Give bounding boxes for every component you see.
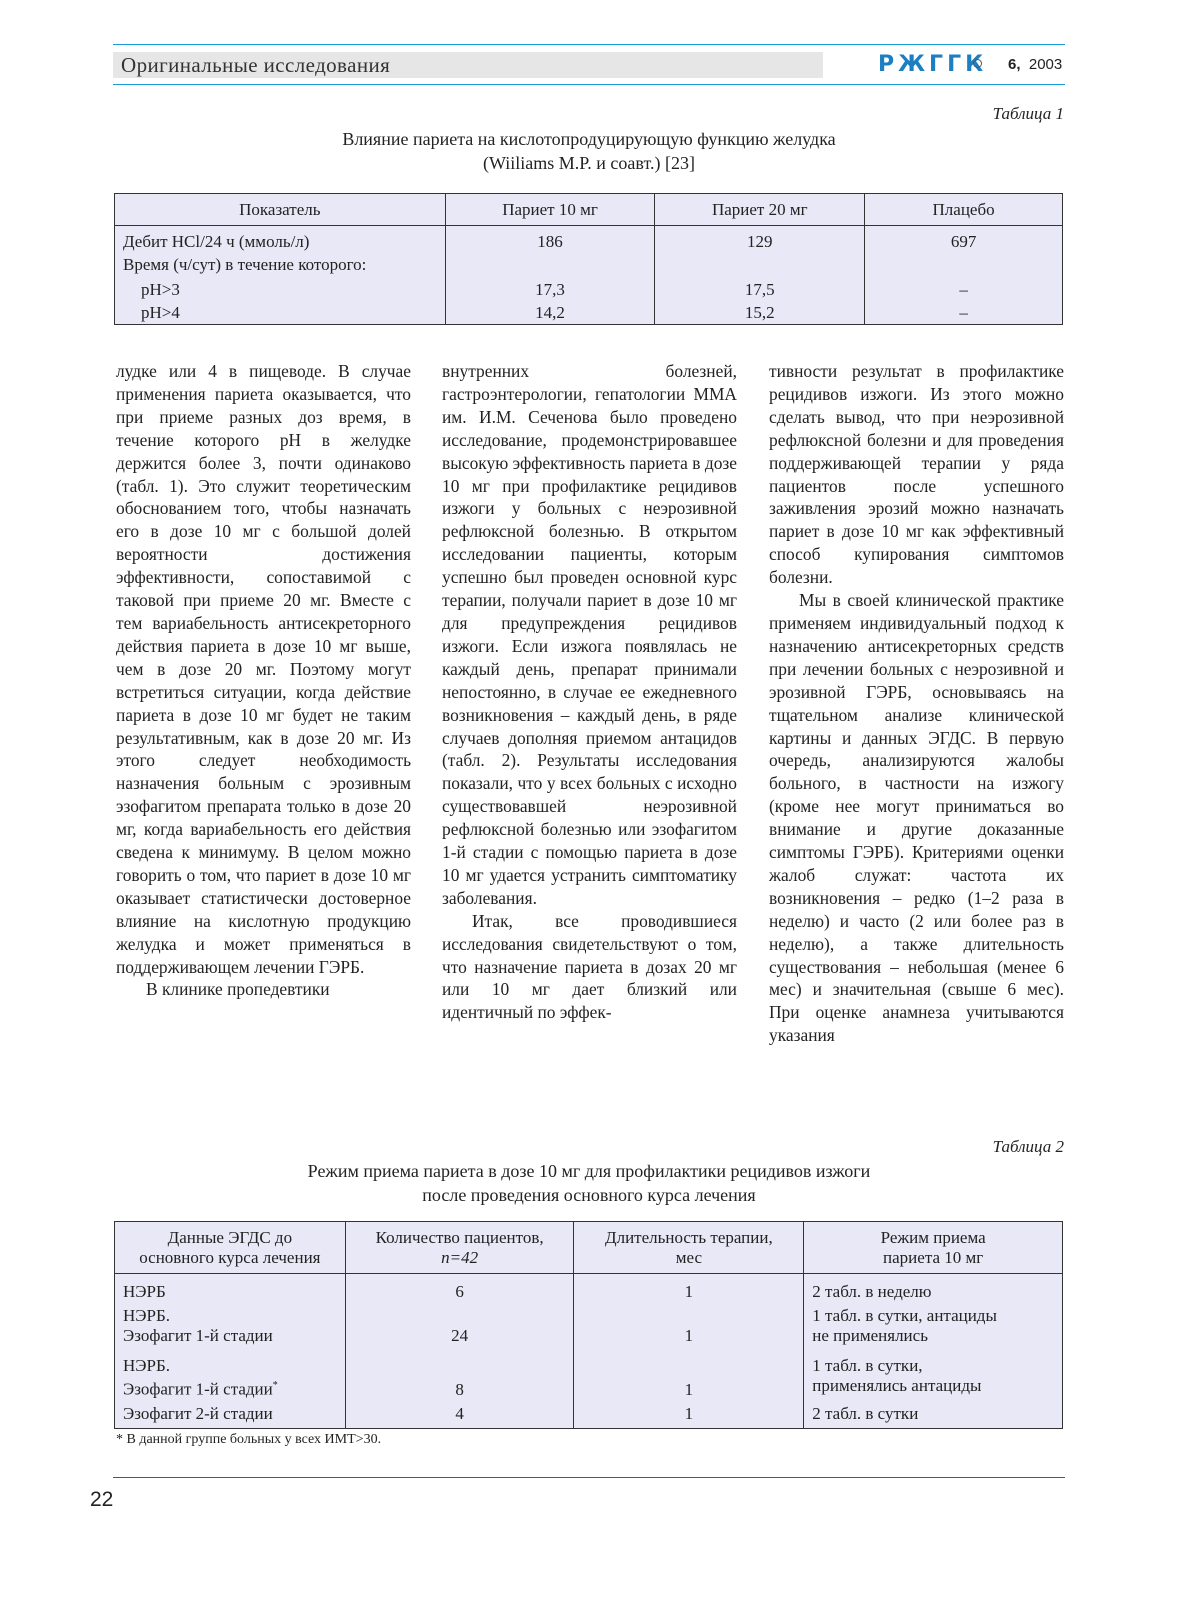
table1-cell: 17,3 bbox=[445, 278, 655, 301]
table-row bbox=[115, 1346, 1063, 1400]
table2-caption-line1: Режим приема париета в дозе 10 мг для профилактики рецидивов изжоги bbox=[307, 1161, 871, 1181]
body-column-2 bbox=[442, 360, 737, 1024]
issue-year: 2003 bbox=[1028, 56, 1063, 73]
table1-cell: 129 bbox=[655, 226, 865, 254]
table1-header-pariet10: Париет 10 мг bbox=[445, 194, 655, 226]
footnote-mark: * bbox=[272, 1380, 278, 1391]
cell-line bbox=[123, 1376, 337, 1400]
body-paragraph: Мы в своей клинической практике применяем индивидуальный подход к назначению антисекреторных средств при лечении больных с неэрозивной и эрозивной ГЭРБ, основываясь на тщательном анализе клинической картины и данных ЭГДС. В первую очередь, анализируются жалобы больного, в частности на изжогу (кроме нее могут приниматься во внимание и другие доказанные симптомы ГЭРБ). Критериями оценки жалоб служат: частота их возникновения – редко (1–2 раза в неделю) и часто (2 или более раз в неделю), а также длительность существования – небольшая (менее 6 мес) и значительная (свыше 6 мес). При оценке анамнеза учитываются указания bbox=[769, 590, 1064, 1046]
cell-line: применялись антациды bbox=[812, 1376, 982, 1395]
separator-dot-icon bbox=[973, 59, 982, 68]
table2-header-egds bbox=[115, 1222, 346, 1274]
table1-header-pariet20: Париет 20 мг bbox=[655, 194, 865, 226]
header-line: Количество пациентов, bbox=[375, 1227, 544, 1247]
table2-cell bbox=[804, 1274, 1063, 1303]
table-row bbox=[115, 1274, 1063, 1303]
table2-cell: 1 bbox=[574, 1302, 804, 1346]
table1-cell-label: Дебит HCl/24 ч (ммоль/л) bbox=[115, 226, 446, 254]
header-line: Длительность терапии, bbox=[605, 1227, 773, 1247]
body-paragraph: внутренних болезней, гастроэнтерологии, гепатологии ММА им. И.М. Сеченова было проведено исследование, продемонстрировавшее высокую эффективность париета в дозе 10 мг при профилактике рецидивов изжоги у больных с неэрозивной рефлюксной болезнью. В открытом исследовании пациенты, которым успешно был проведен основной курс терапии, получали париет в дозе 10 мг для предупреждения рецидивов изжоги. Если изжога появлялась не каждый день, препарат принимали непостоянно, в случае ее ежедневного возникновения – каждый день, в ряде случаев дополняя приемом антацидов (табл. 2). Результаты исследования показали, что у всех больных с исходно существовавшей неэрозивной рефлюксной болезнью или эзофагитом 1-й стадии с помощью париета в дозе 10 мг удается устранить симптоматику заболевания. bbox=[442, 361, 737, 908]
header-line: мес bbox=[675, 1247, 703, 1267]
page-number: 22 bbox=[90, 1488, 114, 1511]
table2-cell: 24 bbox=[345, 1302, 574, 1346]
body-paragraph: лудке или 4 в пищеводе. В случае применения париета оказывается, что при приеме разных доз время, в течение которого pH в желудке держится более 3, почти одинаково (табл. 1). Это служит теоретическим обоснованием того, чтобы назначать его в дозе 10 мг с большой долей вероятности достижения эффективности, сопоставимой с таковой при приеме 20 мг. Вместе с тем вариабельность антисекреторного действия париета в дозе 10 мг выше, чем в дозе 20 мг. Поэтому могут встретиться ситуации, когда действие париета в дозе 10 мг будет не таким результативным, как в дозе 20 мг. Из этого следует необходимость назначения больным с эрозивным эзофагитом препарата только в дозе 20 мг, когда вариабельность его действия сведена к минимуму. В целом можно говорить о том, что париет в дозе 10 мг оказывает статистически достоверное влияние на кислотную продукцию желудка и может применяться в поддерживающем лечении ГЭРБ. bbox=[116, 361, 411, 977]
table2-cell bbox=[115, 1302, 346, 1346]
header-line: Данные ЭГДС до bbox=[167, 1227, 293, 1247]
header-top-rule bbox=[113, 44, 1065, 45]
table2-footnote: * В данной группе больных у всех ИМТ>30. bbox=[116, 1432, 382, 1447]
table1-cell bbox=[445, 253, 655, 278]
table1-header-indicator: Показатель bbox=[115, 194, 446, 226]
table1-caption-line2: (Wiiliams M.P. и соавт.) [23] bbox=[483, 153, 695, 173]
table2-cell: 6 bbox=[345, 1274, 574, 1303]
cell-line: НЭРБ. bbox=[123, 1306, 170, 1325]
journal-logo: РЖГГК bbox=[878, 52, 988, 77]
table1-cell: 15,2 bbox=[655, 301, 865, 325]
table1-cell: – bbox=[865, 301, 1063, 325]
table2-cell: 1 bbox=[574, 1346, 804, 1400]
table1-cell bbox=[865, 253, 1063, 278]
table1-caption bbox=[113, 127, 1065, 175]
header-line: основного курса лечения bbox=[139, 1247, 321, 1267]
table2-cell bbox=[804, 1302, 1063, 1346]
cell-text: Эзофагит 1-й стадии bbox=[123, 1379, 273, 1399]
table2-caption bbox=[113, 1159, 1065, 1207]
header-bottom-rule bbox=[113, 84, 1065, 85]
body-paragraph: тивности результат в профилактике рецидивов изжоги. Из этого можно сделать вывод, что при неэрозивной рефлюксной болезни и для проведения поддерживающей терапии у ряда пациентов после успешного заживления эрозий можно назначать париет в дозе 10 мг как эффективный способ купирования симптомов болезни. bbox=[769, 361, 1064, 588]
body-paragraph: В клинике пропедевтики bbox=[146, 979, 330, 1000]
table1-cell: 697 bbox=[865, 226, 1063, 254]
table1-label: Таблица 1 bbox=[992, 104, 1064, 123]
table-row bbox=[115, 226, 1063, 254]
table2-header-duration bbox=[574, 1222, 804, 1274]
table2 bbox=[114, 1221, 1063, 1429]
header-line: париета 10 мг bbox=[883, 1247, 984, 1267]
table1-cell: 17,5 bbox=[655, 278, 865, 301]
table2-caption-line2: после проведения основного курса лечения bbox=[422, 1185, 756, 1205]
header-line: n=42 bbox=[441, 1247, 479, 1267]
cell-line: Эзофагит 1-й стадии bbox=[123, 1326, 273, 1345]
table1-cell-label: pH>3 bbox=[115, 278, 446, 301]
cell-line: 1 табл. в сутки, антациды bbox=[812, 1306, 997, 1325]
section-title: Оригинальные исследования bbox=[121, 53, 391, 77]
table-row bbox=[115, 278, 1063, 301]
table2-cell: 8 bbox=[345, 1346, 574, 1400]
issue-info bbox=[1008, 52, 1062, 78]
table1-cell: 14,2 bbox=[445, 301, 655, 325]
table1 bbox=[114, 193, 1063, 325]
cell-line: 1 табл. в сутки, bbox=[812, 1356, 923, 1375]
header-line: Режим приема bbox=[880, 1227, 986, 1247]
issue-number: 6, bbox=[1008, 56, 1021, 73]
table2-header-regimen bbox=[804, 1222, 1063, 1274]
table-row bbox=[115, 1400, 1063, 1429]
table2-cell bbox=[115, 1274, 346, 1303]
table1-cell: 186 bbox=[445, 226, 655, 254]
body-column-1 bbox=[116, 360, 411, 1001]
table2-cell: 4 bbox=[345, 1400, 574, 1429]
table-row bbox=[115, 253, 1063, 278]
table1-caption-line1: Влияние париета на кислотопродуцирующую функцию желудка bbox=[342, 129, 836, 149]
cell-line: не применялись bbox=[812, 1326, 928, 1345]
table2-header-patients bbox=[345, 1222, 574, 1274]
table2-cell: 1 bbox=[574, 1400, 804, 1429]
cell-line: НЭРБ bbox=[123, 1282, 166, 1301]
table1-cell-label: Время (ч/сут) в течение которого: bbox=[115, 253, 446, 278]
body-paragraph: Итак, все проводившиеся исследования свидетельствуют о том, что назначение париета в дозах 20 мг или 10 мг дает близкий или идентичный по эффек- bbox=[442, 910, 737, 1023]
table2-cell bbox=[804, 1346, 1063, 1400]
cell-line: 2 табл. в сутки bbox=[812, 1403, 919, 1423]
cell-line: 2 табл. в неделю bbox=[812, 1282, 932, 1301]
table2-cell bbox=[804, 1400, 1063, 1429]
cell-line: НЭРБ. bbox=[123, 1356, 170, 1375]
table2-label: Таблица 2 bbox=[992, 1137, 1064, 1156]
cell-line: Эзофагит 2-й стадии bbox=[123, 1403, 273, 1423]
table-row bbox=[115, 301, 1063, 325]
table1-header-placebo: Плацебо bbox=[865, 194, 1063, 226]
footer-rule bbox=[113, 1477, 1065, 1478]
table1-cell bbox=[655, 253, 865, 278]
table1-cell: – bbox=[865, 278, 1063, 301]
table2-cell bbox=[115, 1346, 346, 1400]
table2-cell: 1 bbox=[574, 1274, 804, 1303]
table1-cell-label: pH>4 bbox=[115, 301, 446, 325]
body-column-3 bbox=[769, 360, 1064, 1047]
table2-cell bbox=[115, 1400, 346, 1429]
table-row bbox=[115, 1302, 1063, 1346]
